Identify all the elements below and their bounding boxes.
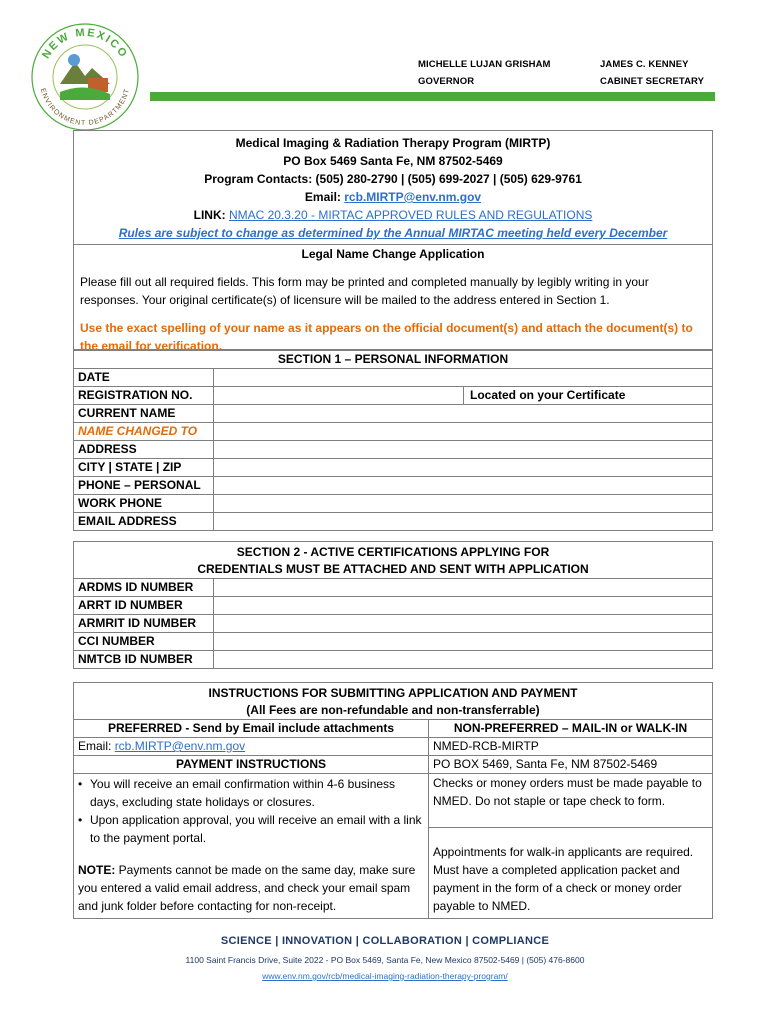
nmed-mirtp: NMED-RCB-MIRTP bbox=[429, 738, 713, 756]
table-row bbox=[74, 633, 713, 651]
phone-personal-label: PHONE – PERSONAL bbox=[74, 477, 214, 495]
non-preferred-heading: NON-PREFERRED – MAIL-IN or WALK-IN bbox=[429, 720, 713, 738]
payment-instructions-heading: PAYMENT INSTRUCTIONS bbox=[74, 756, 429, 774]
table-row bbox=[74, 387, 713, 405]
footer-address: 1100 Saint Francis Drive, Suite 2022 - PO Box 5469, Santa Fe, New Mexico 87502-5469 | (505) 476-8600 bbox=[185, 955, 585, 965]
date-label: DATE bbox=[74, 369, 214, 387]
section-3 bbox=[73, 682, 713, 919]
governor-block bbox=[418, 56, 551, 90]
email-address-field[interactable] bbox=[214, 513, 713, 531]
checks-instructions: Checks or money orders must be made payable to NMED. Do not staple or tape check to form. bbox=[429, 774, 713, 828]
footer-url-link[interactable]: www.env.nm.gov/rcb/medical-imaging-radiation-therapy-program/ bbox=[262, 971, 508, 981]
list-item: • Upon application approval, you will receive an email with a link to the payment portal. bbox=[78, 811, 424, 847]
preferred-heading: PREFERRED - Send by Email include attachments bbox=[74, 720, 429, 738]
table-row bbox=[74, 405, 713, 423]
program-name: Medical Imaging & Radiation Therapy Program (MIRTP) bbox=[235, 136, 551, 150]
table-row bbox=[74, 651, 713, 669]
work-phone-field[interactable] bbox=[214, 495, 713, 513]
preferred-email-label: Email: bbox=[78, 739, 112, 753]
registration-label: REGISTRATION NO. bbox=[74, 387, 214, 405]
city-label: CITY | STATE | ZIP bbox=[74, 459, 214, 477]
payment-note bbox=[78, 861, 424, 915]
instructions-table bbox=[73, 682, 713, 919]
program-header bbox=[73, 130, 713, 353]
table-row bbox=[74, 423, 713, 441]
section-3-title-line-1: INSTRUCTIONS FOR SUBMITTING APPLICATION AND PAYMENT bbox=[208, 686, 578, 700]
name-changed-label: NAME CHANGED TO bbox=[74, 423, 214, 441]
section-1-title: SECTION 1 – PERSONAL INFORMATION bbox=[74, 351, 713, 369]
email-label: Email: bbox=[304, 190, 341, 204]
rules-link-line bbox=[74, 206, 712, 224]
date-field[interactable] bbox=[214, 369, 713, 387]
address-label: ADDRESS bbox=[74, 441, 214, 459]
work-phone-label: WORK PHONE bbox=[74, 495, 214, 513]
section-2 bbox=[73, 541, 713, 669]
certifications-table bbox=[73, 541, 713, 669]
table-row bbox=[74, 579, 713, 597]
table-row bbox=[74, 495, 713, 513]
current-name-field[interactable] bbox=[214, 405, 713, 423]
arrt-label: ARRT ID NUMBER bbox=[74, 597, 214, 615]
table-row bbox=[74, 615, 713, 633]
logo-top-text: NEW MEXICO bbox=[40, 26, 130, 61]
appointments-note: Appointments for walk-in applicants are required. Must have a completed application packet and payment in the form of a check or money order payable to NMED. bbox=[429, 828, 713, 919]
section-2-title-line-1: SECTION 2 - ACTIVE CERTIFICATIONS APPLYING FOR bbox=[236, 545, 550, 559]
email-address-label: EMAIL ADDRESS bbox=[74, 513, 214, 531]
cci-field[interactable] bbox=[214, 633, 713, 651]
program-email-line bbox=[74, 188, 712, 206]
rules-link[interactable]: NMAC 20.3.20 - MIRTAC APPROVED RULES AND REGULATIONS bbox=[228, 208, 593, 222]
preferred-email-cell bbox=[74, 738, 429, 756]
current-name-label: CURRENT NAME bbox=[74, 405, 214, 423]
program-po-box: PO Box 5469 Santa Fe, NM 87502-5469 bbox=[283, 154, 503, 168]
table-row bbox=[74, 459, 713, 477]
footer-motto: SCIENCE | INNOVATION | COLLABORATION | COMPLIANCE bbox=[220, 935, 550, 947]
governor-name: MICHELLE LUJAN GRISHAM bbox=[418, 59, 551, 70]
preferred-email-link[interactable]: rcb.MIRTP@env.nm.gov bbox=[114, 739, 246, 753]
registration-field[interactable] bbox=[214, 387, 464, 405]
note-text: Payments cannot be made on the same day, make sure you entered a valid email address, and check your email spam and junk folder before contacting for non-receipt. bbox=[78, 863, 416, 913]
program-email-link[interactable]: rcb.MIRTP@env.nm.gov bbox=[344, 190, 482, 204]
governor-title: GOVERNOR bbox=[418, 76, 475, 87]
intro-text: Please fill out all required fields. This form may be printed and completed manually by legibly writing in your responses. Your original certificate(s) of licensure will be mailed to the address entered in Section 1. bbox=[80, 275, 649, 307]
rules-note-link[interactable]: Rules are subject to change as determined by the Annual MIRTAC meeting held every December bbox=[118, 226, 668, 240]
secretary-block bbox=[600, 56, 704, 90]
nmtcb-field[interactable] bbox=[214, 651, 713, 669]
link-label: LINK: bbox=[193, 208, 226, 222]
cci-label: CCI NUMBER bbox=[74, 633, 214, 651]
table-row bbox=[74, 597, 713, 615]
form-title: Legal Name Change Application bbox=[301, 247, 485, 261]
section-3-title-line-2: (All Fees are non-refundable and non-transferrable) bbox=[246, 703, 540, 717]
name-warning: Use the exact spelling of your name as it appears on the official document(s) and attach the document(s) to the email for verification. bbox=[80, 321, 693, 353]
program-contacts: Program Contacts: (505) 280-2790 | (505) 699-2027 | (505) 629-9761 bbox=[204, 172, 582, 186]
note-label: NOTE: bbox=[78, 863, 116, 877]
section-3-title bbox=[74, 683, 713, 720]
table-row bbox=[74, 369, 713, 387]
city-field[interactable] bbox=[214, 459, 713, 477]
ardms-label: ARDMS ID NUMBER bbox=[74, 579, 214, 597]
list-item: • You will receive an email confirmation within 4-6 business days, excluding state holidays or closures. bbox=[78, 775, 424, 811]
table-row bbox=[74, 441, 713, 459]
name-changed-field[interactable] bbox=[214, 423, 713, 441]
personal-info-table bbox=[73, 350, 713, 531]
table-row bbox=[74, 477, 713, 495]
phone-personal-field[interactable] bbox=[214, 477, 713, 495]
section-2-title bbox=[74, 542, 713, 579]
preferred-instructions bbox=[74, 774, 429, 919]
table-row bbox=[74, 513, 713, 531]
nmtcb-label: NMTCB ID NUMBER bbox=[74, 651, 214, 669]
ardms-field[interactable] bbox=[214, 579, 713, 597]
secretary-name: JAMES C. KENNEY bbox=[600, 59, 689, 70]
secretary-title: CABINET SECRETARY bbox=[600, 76, 705, 87]
mailing-po-box: PO BOX 5469, Santa Fe, NM 87502-5469 bbox=[429, 756, 713, 774]
armrit-field[interactable] bbox=[214, 615, 713, 633]
logo-bottom-text: ENVIRONMENT DEPARTMENT bbox=[38, 87, 132, 128]
address-field[interactable] bbox=[214, 441, 713, 459]
armrit-label: ARMRIT ID NUMBER bbox=[74, 615, 214, 633]
section-2-title-line-2: CREDENTIALS MUST BE ATTACHED AND SENT WITH APPLICATION bbox=[197, 562, 589, 576]
located-note: Located on your Certificate bbox=[464, 387, 713, 405]
nmed-logo bbox=[30, 22, 140, 132]
header-green-bar bbox=[150, 92, 715, 101]
section-1 bbox=[73, 350, 713, 531]
arrt-field[interactable] bbox=[214, 597, 713, 615]
